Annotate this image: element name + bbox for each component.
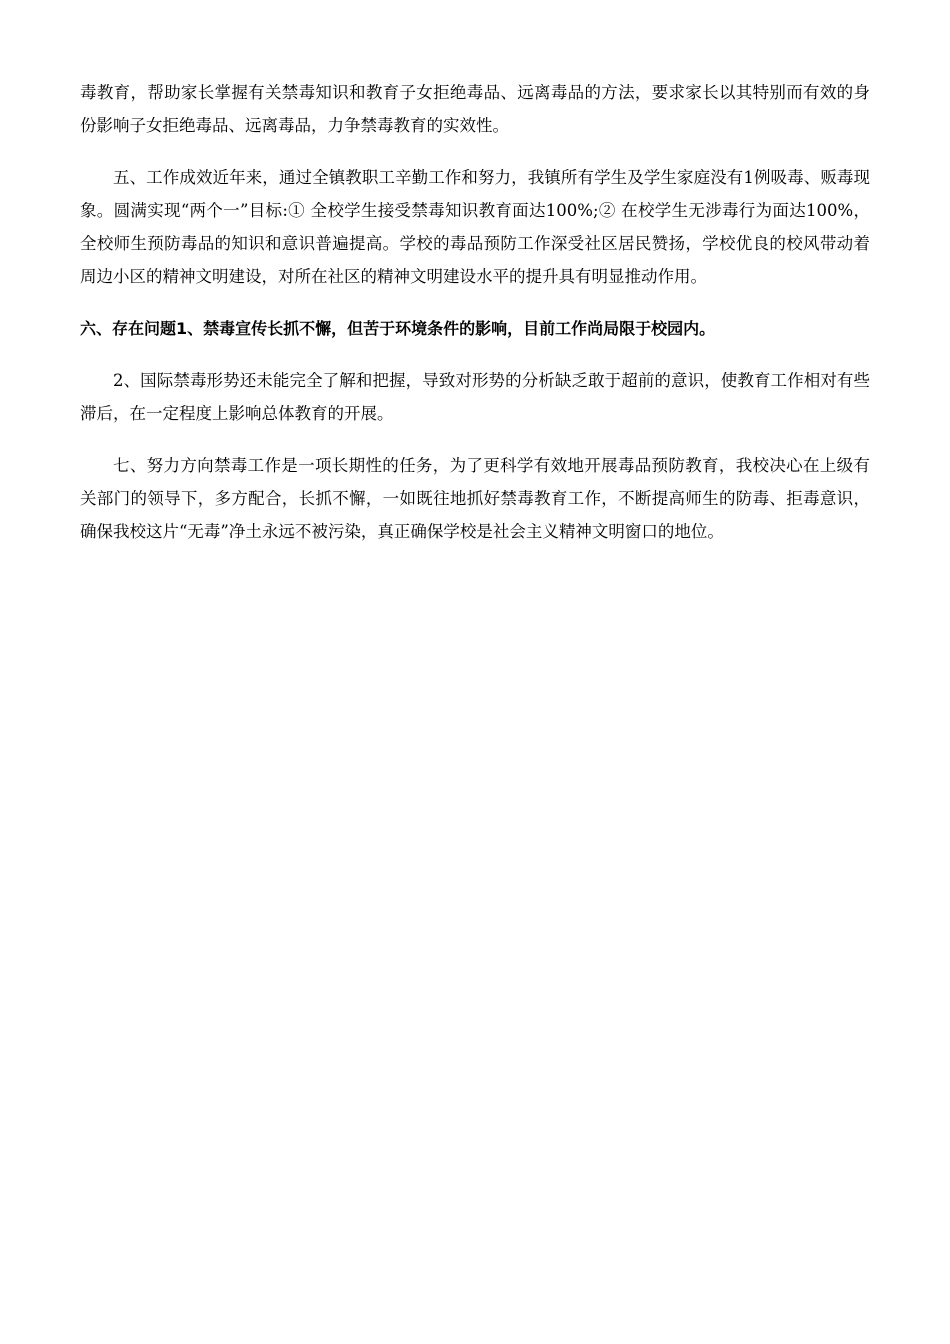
paragraph-section-six-item-two: 2、国际禁毒形势还未能完全了解和把握，导致对形势的分析缺乏敢于超前的意识，使教育工作相对有些滞后，在一定程度上影响总体教育的开展。 bbox=[80, 371, 870, 423]
paragraph-section-seven: 七、努力方向禁毒工作是一项长期性的任务，为了更科学有效地开展毒品预防教育，我校决心在上级有关部门的领导下，多方配合，长抓不懈，一如既往地抓好禁毒教育工作，不断提高师生的防毒、拒毒意识，确保我校这片“无毒”净土永远不被污染，真正确保学校是社会主义精神文明窗口的地位。 bbox=[80, 456, 870, 541]
paragraph-section-six-heading: 六、存在问题1、禁毒宣传长抓不懈，但苦于环境条件的影响，目前工作尚局限于校园内。 bbox=[80, 319, 716, 338]
paragraph-section-five: 五、工作成效近年来，通过全镇教职工辛勤工作和努力，我镇所有学生及学生家庭没有1例吸毒、贩毒现象。圆满实现“两个一”目标:① 全校学生接受禁毒知识教育面达100%;② 在校学生无涉毒行为面达100%，全校师生预防毒品的知识和意识普遍提高。学校的毒品预防工作深受社区居民赞扬，学校优良的校风带动着周边小区的精神文明建设，对所在社区的精神文明建设水平的提升具有明显推动作用。 bbox=[80, 168, 870, 286]
document-page bbox=[80, 76, 870, 548]
paragraph-continuation: 毒教育，帮助家长掌握有关禁毒知识和教育子女拒绝毒品、远离毒品的方法，要求家长以其特别而有效的身份影响子女拒绝毒品、远离毒品，力争禁毒教育的实效性。 bbox=[80, 83, 870, 135]
